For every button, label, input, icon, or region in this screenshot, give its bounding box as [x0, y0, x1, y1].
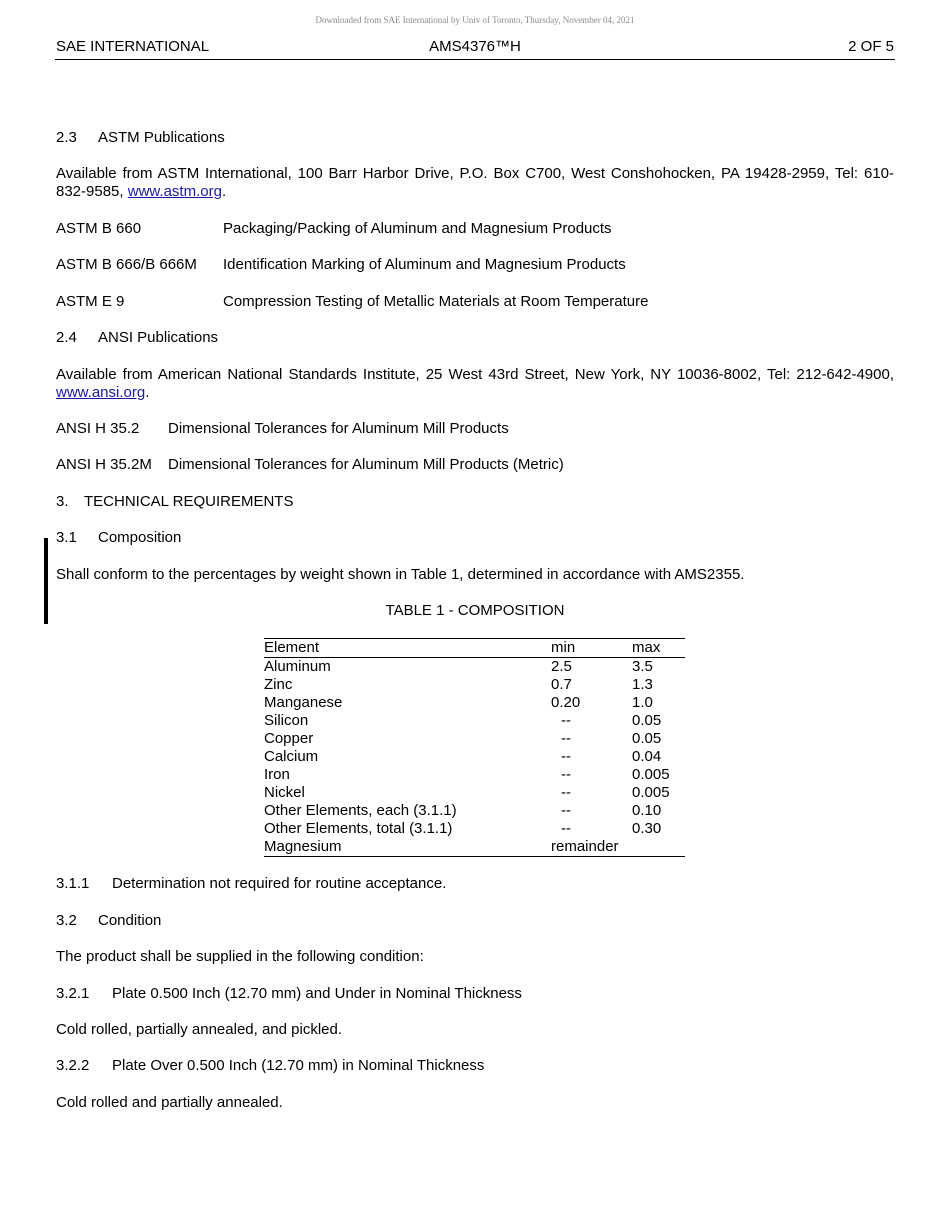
cell-element: Iron	[264, 766, 290, 783]
column-header-min: min	[551, 639, 632, 658]
reference-title: Dimensional Tolerances for Aluminum Mill Products	[168, 420, 509, 437]
cell-min: --	[561, 748, 571, 765]
cell-max: 1.0	[632, 694, 653, 711]
table-row	[264, 766, 685, 784]
cell-element: Other Elements, each (3.1.1)	[264, 802, 457, 819]
cell-max: 0.005	[632, 784, 670, 801]
section-3-1-1	[56, 875, 446, 893]
cell-min: remainder	[551, 838, 619, 855]
section-3-2-2-heading	[56, 1057, 484, 1075]
cell-min: 0.7	[551, 676, 572, 693]
reference-title: Identification Marking of Aluminum and Magnesium Products	[223, 256, 626, 273]
table-row	[264, 658, 685, 677]
section-title: ASTM Publications	[98, 129, 225, 146]
table-row	[264, 838, 685, 857]
cell-max: 0.10	[632, 802, 662, 819]
reference-row	[56, 293, 648, 311]
section-number: 3.2.2	[56, 1057, 90, 1074]
cell-min: 0.20	[551, 694, 581, 711]
reference-code: ASTM B 660	[56, 220, 142, 237]
table-row	[264, 676, 685, 694]
section-3-2-2-text: Cold rolled and partially annealed.	[56, 1094, 283, 1111]
section-number: 3.2	[56, 912, 77, 929]
table-row	[264, 712, 685, 730]
section-title: Plate Over 0.500 Inch (12.70 mm) in Nominal Thickness	[112, 1057, 485, 1074]
availability-text: Available from ASTM International, 100 Barr Harbor Drive, P.O. Box C700, West Conshohocken, PA 19428-2959, Tel: 610-832-9585,	[56, 165, 894, 200]
section-2-3-heading	[56, 129, 225, 147]
cell-element: Zinc	[264, 676, 293, 693]
section-title: ANSI Publications	[98, 329, 219, 346]
reference-title: Dimensional Tolerances for Aluminum Mill Products (Metric)	[168, 456, 564, 473]
cell-min: --	[561, 730, 571, 747]
cell-min: 2.5	[551, 658, 572, 675]
composition-paragraph: Shall conform to the percentages by weight shown in Table 1, determined in accordance with AMS2355.	[56, 566, 745, 583]
cell-element: Calcium	[264, 748, 319, 765]
availability-text: Available from American National Standards Institute, 25 West 43rd Street, New York, NY 10036-8002, Tel: 212-642-4900,	[56, 366, 894, 383]
section-3-1-heading	[56, 529, 181, 547]
column-header-element: Element	[264, 639, 551, 658]
section-number: 3.2.1	[56, 985, 90, 1002]
header-publisher: SAE INTERNATIONAL	[56, 38, 210, 55]
cell-min: --	[561, 766, 571, 783]
reference-code: ANSI H 35.2M	[56, 456, 152, 473]
cell-element: Other Elements, total (3.1.1)	[264, 820, 453, 837]
cell-max: 0.04	[632, 748, 662, 765]
section-title: Condition	[98, 912, 162, 929]
section-number: 3.	[56, 493, 69, 510]
reference-code: ANSI H 35.2	[56, 420, 140, 437]
cell-element: Nickel	[264, 784, 305, 801]
reference-row	[56, 420, 509, 438]
cell-max: 0.005	[632, 766, 670, 783]
section-number: 3.1	[56, 529, 77, 546]
reference-code: ASTM E 9	[56, 293, 125, 310]
download-notice: Downloaded from SAE International by Univ of Toronto, Thursday, November 04, 2021	[315, 15, 635, 25]
section-text: Determination not required for routine acceptance.	[112, 875, 447, 892]
section-3-2-heading	[56, 912, 161, 930]
cell-element: Manganese	[264, 694, 343, 711]
column-header-max: max	[632, 639, 685, 658]
reference-row	[56, 456, 564, 474]
cell-min: --	[561, 712, 571, 729]
section-number: 3.1.1	[56, 875, 90, 892]
cell-element: Magnesium	[264, 838, 342, 855]
section-title: Composition	[98, 529, 182, 546]
table-row	[264, 820, 685, 838]
section-number: 2.3	[56, 129, 77, 146]
astm-website-link[interactable]: www.astm.org	[127, 183, 222, 200]
ansi-availability-paragraph: Available from American National Standards Institute, 25 West 43rd Street, New York, NY 10036-8002, Tel: 212-642-4900, www.ansi.org.	[56, 366, 894, 401]
header-doc-number: AMS4376™H	[429, 38, 521, 55]
section-2-4-heading	[56, 329, 218, 347]
reference-row	[56, 256, 626, 274]
table-row	[264, 802, 685, 820]
cell-element: Silicon	[264, 712, 309, 729]
reference-code: ASTM B 666/B 666M	[56, 256, 197, 273]
table-row	[264, 784, 685, 802]
section-title: TECHNICAL REQUIREMENTS	[84, 493, 294, 510]
table-row	[264, 748, 685, 766]
cell-max: 0.30	[632, 820, 662, 837]
cell-min: --	[561, 784, 571, 801]
cell-element: Copper	[264, 730, 314, 747]
astm-availability-paragraph: Available from ASTM International, 100 Barr Harbor Drive, P.O. Box C700, West Conshohocken, PA 19428-2959, Tel: 610-832-9585, www.astm.org.	[56, 165, 894, 200]
reference-title: Packaging/Packing of Aluminum and Magnesium Products	[223, 220, 612, 237]
header-page-number: 2 OF 5	[848, 38, 894, 55]
cell-max: 0.05	[632, 730, 662, 747]
composition-table	[264, 638, 685, 857]
cell-max	[632, 838, 685, 857]
cell-min: --	[561, 802, 571, 819]
cell-element: Aluminum	[264, 658, 331, 675]
cell-max: 1.3	[632, 676, 653, 693]
table-1-title: TABLE 1 - COMPOSITION	[385, 602, 565, 619]
reference-row	[56, 220, 612, 238]
section-3-2-1-text: Cold rolled, partially annealed, and pickled.	[56, 1021, 343, 1038]
cell-max: 0.05	[632, 712, 662, 729]
table-row	[264, 730, 685, 748]
reference-title: Compression Testing of Metallic Materials at Room Temperature	[223, 293, 649, 310]
section-number: 2.4	[56, 329, 77, 346]
section-3-heading	[56, 493, 293, 511]
cell-min: --	[561, 820, 571, 837]
ansi-website-link[interactable]: www.ansi.org	[56, 384, 146, 401]
section-3-2-1-heading	[56, 985, 522, 1003]
cell-max: 3.5	[632, 658, 653, 675]
table-row	[264, 694, 685, 712]
table-header-row	[264, 639, 685, 658]
section-title: Plate 0.500 Inch (12.70 mm) and Under in Nominal Thickness	[112, 985, 522, 1002]
header-rule	[55, 59, 895, 60]
condition-paragraph: The product shall be supplied in the following condition:	[56, 948, 424, 965]
